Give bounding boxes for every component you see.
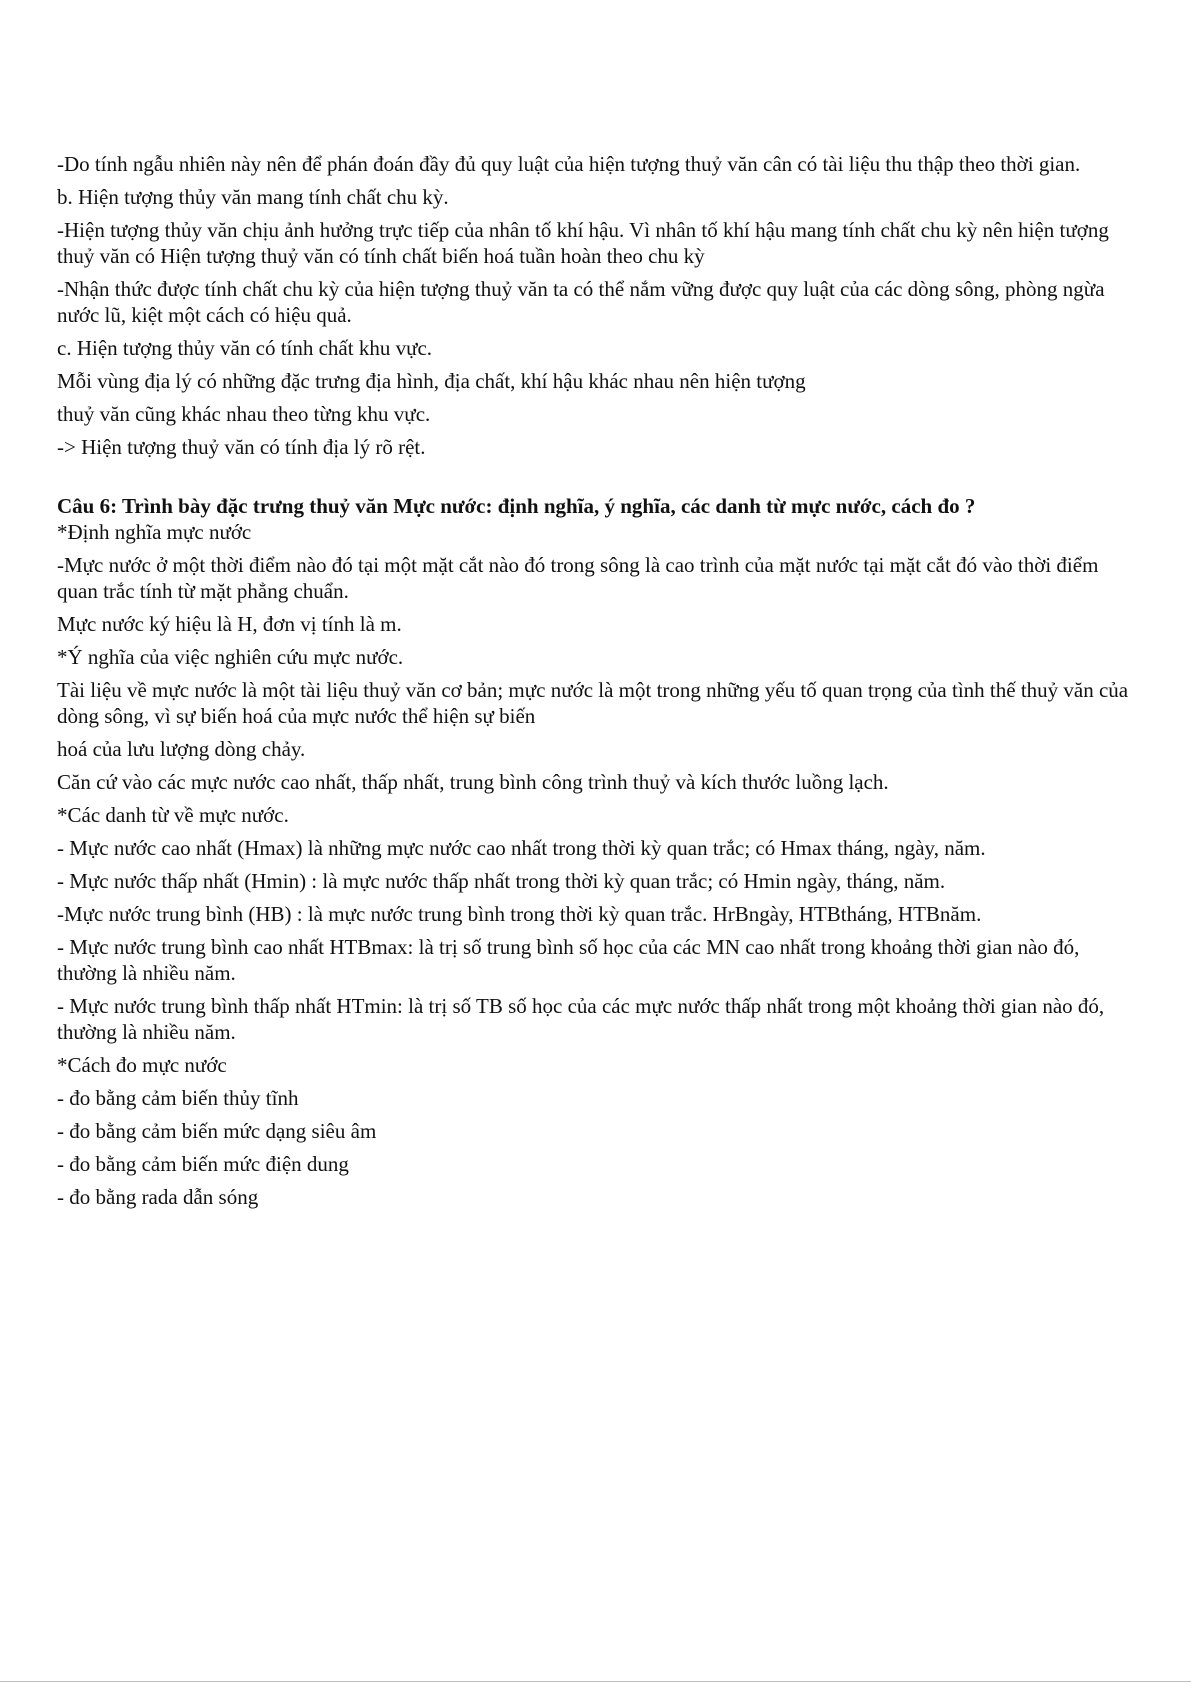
label-significance: *Ý nghĩa của việc nghiên cứu mực nước.	[57, 645, 404, 669]
paragraph-regional-conclusion: -> Hiện tượng thuỷ văn có tính địa lý rõ rệt.	[57, 435, 426, 459]
paragraph-definition: -Mực nước ở một thời điểm nào đó tại một mặt cắt nào đó trong sông là cao trình của mặt nước tại mặt cắt đó vào thời điểm quan trắc tính từ mặt phẳng chuẩn.	[57, 553, 1099, 603]
paragraph-periodic-awareness: -Nhận thức được tính chất chu kỳ của hiện tượng thuỷ văn ta có thể nắm vững được quy luật của các dòng sông, phòng ngừa nước lũ, kiệt một cách có hiệu quả.	[57, 277, 1105, 327]
method-capacitive: - đo bằng cảm biến mức điện dung	[57, 1152, 349, 1176]
document-body	[57, 151, 1137, 1217]
paragraph-climate-influence: -Hiện tượng thủy văn chịu ảnh hưởng trực tiếp của nhân tố khí hậu. Vì nhân tố khí hậu mang tính chất chu kỳ nên hiện tượng thuỷ văn có Hiện tượng thuỷ văn có tính chất biến hoá tuần hoàn theo chu kỳ	[57, 218, 1109, 268]
paragraph-basis: Căn cứ vào các mực nước cao nhất, thấp nhất, trung bình công trình thuỷ và kích thước luồng lạch.	[57, 770, 889, 794]
term-htbmax: - Mực nước trung bình cao nhất HTBmax: là trị số trung bình số học của các MN cao nhất trong khoảng thời gian nào đó, thường là nhiều năm.	[57, 935, 1080, 985]
term-hmax: - Mực nước cao nhất (Hmax) là những mực nước cao nhất trong thời kỳ quan trắc; có Hmax tháng, ngày, năm.	[57, 836, 986, 860]
subheading-regional: c. Hiện tượng thủy văn có tính chất khu vực.	[57, 336, 433, 360]
page-bottom-divider	[0, 1681, 1191, 1682]
paragraph-regional-2: thuỷ văn cũng khác nhau theo từng khu vực.	[57, 402, 431, 426]
paragraph-randomness: -Do tính ngẫu nhiên này nên để phán đoán đầy đủ quy luật của hiện tượng thuỷ văn cân có tài liệu thu thập theo thời gian.	[57, 152, 1081, 176]
method-hydrostatic: - đo bằng cảm biến thủy tĩnh	[57, 1086, 299, 1110]
method-ultrasonic: - đo bằng cảm biến mức dạng siêu âm	[57, 1119, 377, 1143]
subheading-periodic: b. Hiện tượng thủy văn mang tính chất chu kỳ.	[57, 185, 449, 209]
paragraph-regional-1: Mỗi vùng địa lý có những đặc trưng địa hình, địa chất, khí hậu khác nhau nên hiện tượng	[57, 369, 806, 393]
label-terms: *Các danh từ về mực nước.	[57, 803, 289, 827]
term-hmin: - Mực nước thấp nhất (Hmin) : là mực nước thấp nhất trong thời kỳ quan trắc; có Hmin ngày, tháng, năm.	[57, 869, 946, 893]
question-6-heading: Câu 6: Trình bày đặc trưng thuỷ văn Mực nước: định nghĩa, ý nghĩa, các danh từ mực nước, cách đo ?	[57, 494, 976, 518]
label-definition: *Định nghĩa mực nước	[57, 520, 252, 544]
section-spacer	[57, 467, 1137, 493]
term-hb: -Mực nước trung bình (HB) : là mực nước trung bình trong thời kỳ quan trắc. HrBngày, HTBtháng, HTBnăm.	[57, 902, 982, 926]
paragraph-symbol-unit: Mực nước ký hiệu là H, đơn vị tính là m.	[57, 612, 402, 636]
paragraph-significance: Tài liệu về mực nước là một tài liệu thuỷ văn cơ bản; mực nước là một trong những yếu tố quan trọng của tình thế thuỷ văn của dòng sông, vì sự biến hoá của mực nước thể hiện sự biến	[57, 678, 1129, 728]
paragraph-significance-cont: hoá của lưu lượng dòng chảy.	[57, 737, 306, 761]
term-htmin: - Mực nước trung bình thấp nhất HTmin: là trị số TB số học của các mực nước thấp nhất trong một khoảng thời gian nào đó, thường là nhiều năm.	[57, 994, 1105, 1044]
method-guided-radar: - đo bằng rada dẫn sóng	[57, 1185, 259, 1209]
label-measurement: *Cách đo mực nước	[57, 1053, 227, 1077]
